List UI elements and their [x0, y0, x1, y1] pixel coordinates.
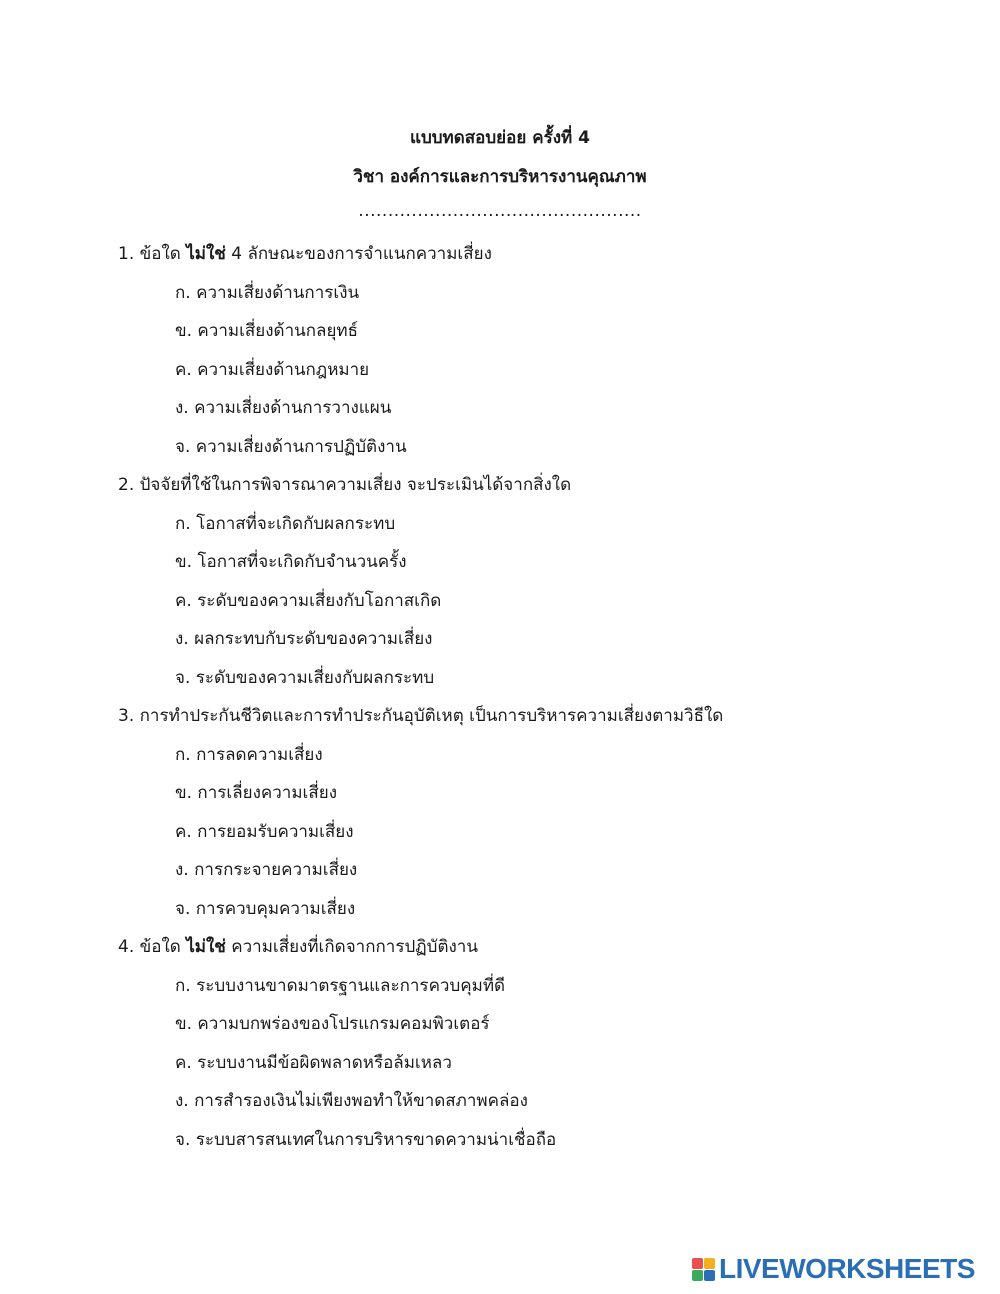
subject-title: วิชา องค์การและการบริหารงานคุณภาพ — [353, 167, 647, 187]
option-2-b: ข. โอกาสที่จะเกิดกับจำนวนครั้ง — [175, 552, 407, 572]
question-text: ปัจจัยที่ใช้ในการพิจารณาความเสี่ยง จะประเมินได้จากสิ่งใด — [139, 475, 572, 495]
option-4-d: ง. การสำรองเงินไม่เพียงพอทำให้ขาดสภาพคล่อง — [175, 1091, 528, 1111]
option-3-d: ง. การกระจายความเสี่ยง — [175, 860, 358, 880]
option-3-b: ข. การเลี่ยงความเสี่ยง — [175, 783, 338, 803]
question-number: 4. — [118, 937, 135, 957]
liveworksheets-logo[interactable] — [692, 1254, 975, 1284]
question-number: 3. — [118, 706, 135, 726]
option-1-b: ข. ความเสี่ยงด้านกลยุทธ์ — [175, 321, 359, 341]
question-text: การทำประกันชีวิตและการทำประกันอุบัติเหตุ เป็นการบริหารความเสี่ยงตามวิธีใด — [139, 706, 724, 726]
question-text: ความเสี่ยงที่เกิดจากการปฏิบัติงาน — [231, 937, 478, 957]
logo-square-yellow — [704, 1258, 715, 1269]
logo-square-green — [692, 1270, 703, 1281]
question-4 — [118, 933, 478, 960]
logo-square-red — [692, 1258, 703, 1269]
option-2-d: ง. ผลกระทบกับระดับของความเสี่ยง — [175, 629, 433, 649]
question-text: 4 ลักษณะของการจำแนกความเสี่ยง — [231, 244, 492, 264]
question-number: 2. — [118, 475, 135, 495]
option-1-e: จ. ความเสี่ยงด้านการปฏิบัติงาน — [175, 437, 407, 457]
question-prefix: ข้อใด — [139, 244, 181, 264]
option-3-c: ค. การยอมรับความเสี่ยง — [175, 822, 354, 842]
option-1-c: ค. ความเสี่ยงด้านกฎหมาย — [175, 360, 370, 380]
option-4-a: ก. ระบบงานขาดมาตรฐานและการควบคุมที่ดี — [175, 976, 506, 996]
liveworksheets-logo-icon — [692, 1258, 715, 1281]
question-number: 1. — [118, 244, 135, 264]
question-3 — [118, 702, 723, 729]
quiz-title: แบบทดสอบย่อย ครั้งที่ 4 — [410, 128, 590, 148]
logo-square-blue — [704, 1270, 715, 1281]
title-separator: ................................................ — [358, 201, 642, 221]
option-4-e: จ. ระบบสารสนเทศในการบริหารขาดความน่าเชื่อถือ — [175, 1130, 557, 1150]
option-1-a: ก. ความเสี่ยงด้านการเงิน — [175, 283, 360, 303]
question-2 — [118, 471, 571, 498]
option-4-c: ค. ระบบงานมีข้อผิดพลาดหรือล้มเหลว — [175, 1053, 452, 1073]
option-2-c: ค. ระดับของความเสี่ยงกับโอกาสเกิด — [175, 591, 442, 611]
option-3-a: ก. การลดความเสี่ยง — [175, 745, 323, 765]
option-3-e: จ. การควบคุมความเสี่ยง — [175, 899, 356, 919]
option-1-d: ง. ความเสี่ยงด้านการวางแผน — [175, 398, 392, 418]
question-1 — [118, 240, 492, 267]
question-emphasis: ไม่ใช่ — [186, 937, 226, 957]
option-4-b: ข. ความบกพร่องของโปรแกรมคอมพิวเตอร์ — [175, 1014, 490, 1034]
option-2-a: ก. โอกาสที่จะเกิดกับผลกระทบ — [175, 514, 396, 534]
question-emphasis: ไม่ใช่ — [186, 244, 226, 264]
option-2-e: จ. ระดับของความเสี่ยงกับผลกระทบ — [175, 668, 435, 688]
question-prefix: ข้อใด — [139, 937, 181, 957]
logo-text: LIVEWORKSHEETS — [719, 1253, 975, 1284]
